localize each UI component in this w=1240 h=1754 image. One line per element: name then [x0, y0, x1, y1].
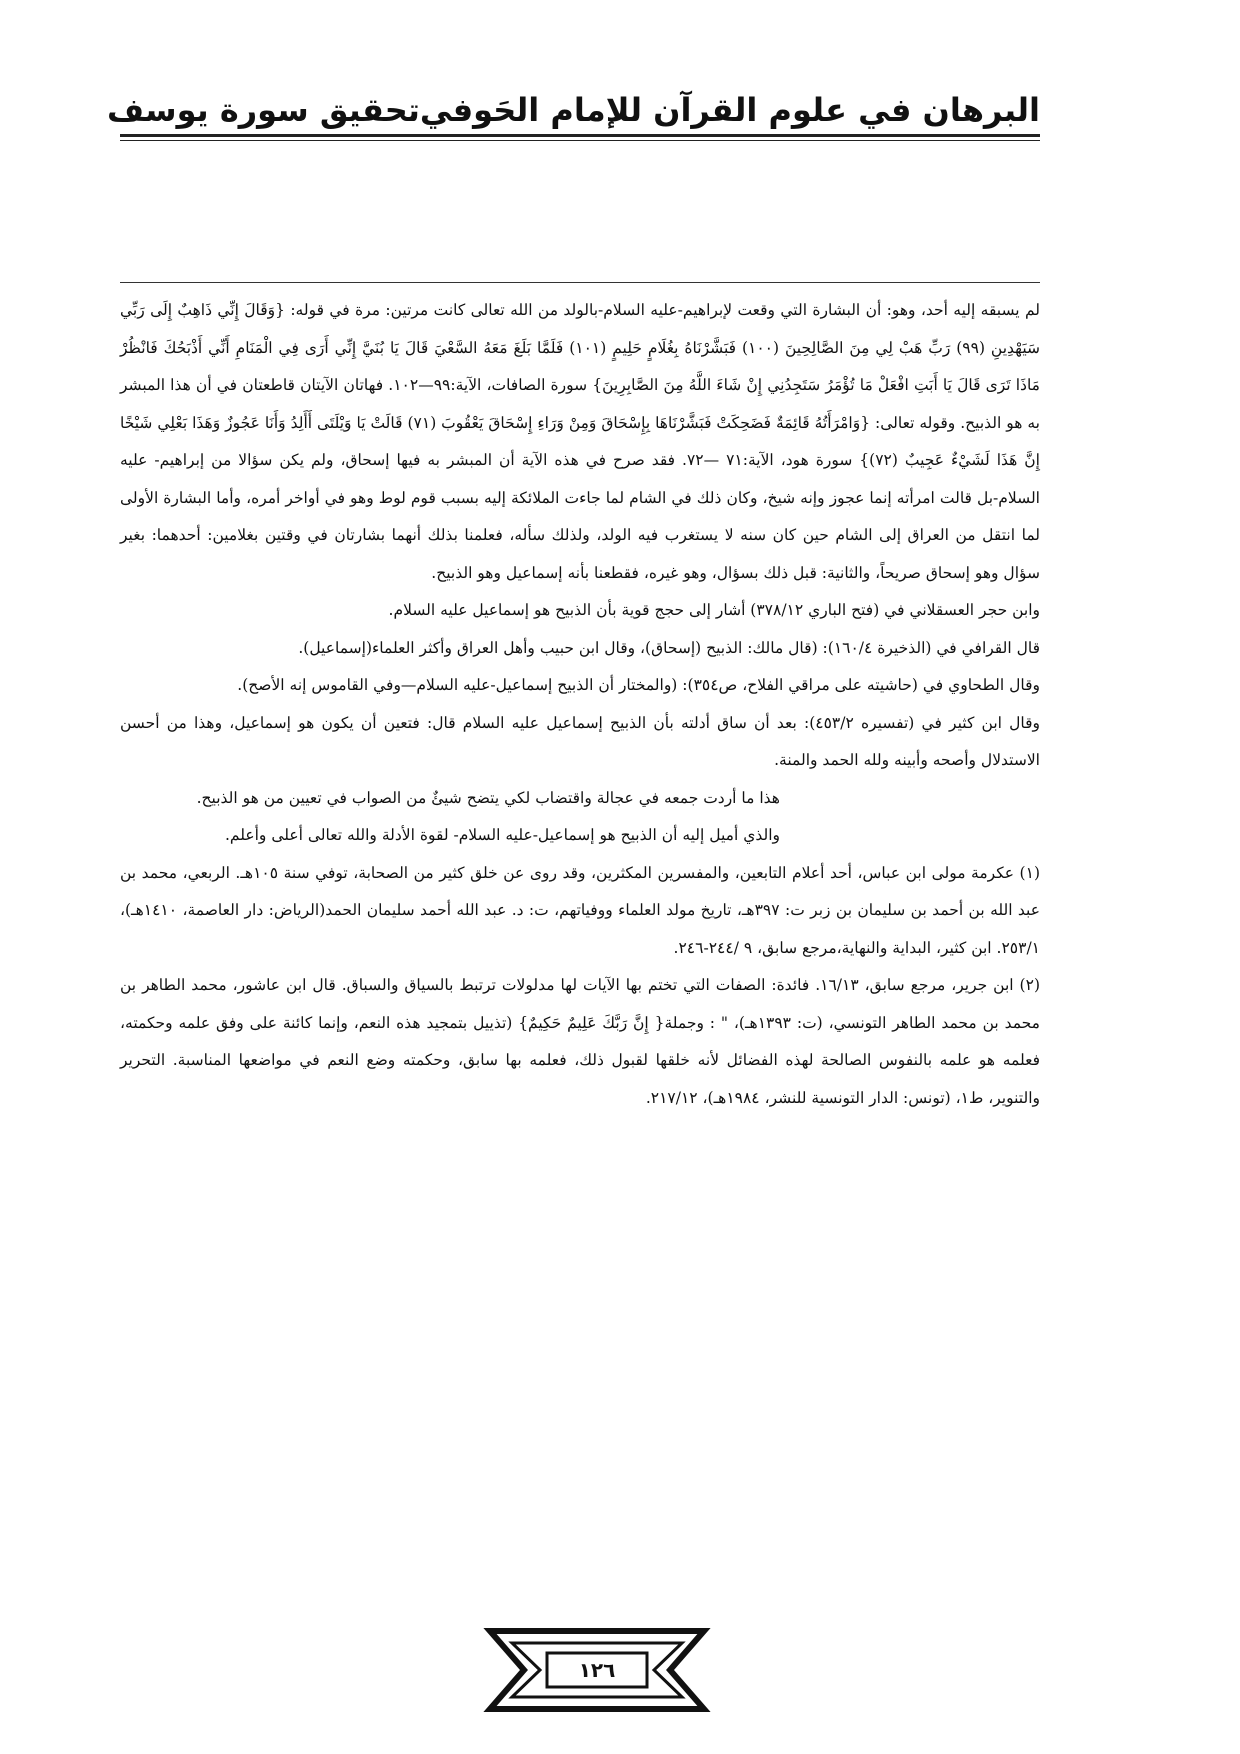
footnote-paragraph: لم يسبقه إليه أحد، وهو: أن البشارة التي وقعت لإبراهيم-عليه السلام-بالولد من الله تعالى كانت مرتين: مرة في قوله: {وَقَالَ إِنِّي ذَاهِبٌ إِلَى رَبِّي سَيَهْدِينِ (٩٩) رَبِّ هَبْ لِي مِنَ الصَّالِحِينَ (١٠٠) فَبَشَّرْنَاهُ بِغُلَامٍ حَلِيمٍ (١٠١) فَلَمَّا بَلَغَ مَعَهُ السَّعْيَ قَالَ يَا بُنَيَّ إِنِّي أَرَى فِي الْمَنَامِ أَنِّي أَذْبَحُكَ فَانْظُرْ مَاذَا تَرَى قَالَ يَا أَبَتِ افْعَلْ مَا تُؤْمَرُ سَتَجِدُنِي إِنْ شَاءَ اللَّهُ مِنَ الصَّابِرِينَ} سورة الصافات، الآية:٩٩—١٠٢. فهاتان الآيتان قاطعتان في أن هذا المبشر به هو الذبيح. وقوله تعالى: {وَامْرَأَتُهُ قَائِمَةٌ فَضَحِكَتْ فَبَشَّرْنَاهَا بِإِسْحَاقَ وَمِنْ وَرَاءِ إِسْحَاقَ يَعْقُوبَ (٧١) قَالَتْ يَا وَيْلَتَى أَأَلِدُ وَأَنَا عَجُوزٌ وَهَذَا بَعْلِي شَيْخًا إِنَّ هَذَا لَشَيْءٌ عَجِيبٌ (٧٢)} سورة هود، الآية:٧١ —٧٢. فقد صرح في هذه الآية أن المبشر به فيها إسحاق، ولم يكن سؤالا من إبراهيم- عليه السلام-بل قالت امرأته إنما عجوز وإنه شيخ، وكان ذلك في الشام لما جاءت الملائكة إليه بسبب قوم لوط وهو في أواخر أمره، وأما البشارة الأولى لما انتقل من العراق إلى الشام حين كان سنه لا يستغرب فيه الولد، ولذلك سأله، فعلمنا بذلك أنهما بشارتان في وقتين بغلامين: أحدهما: بغير سؤال وهو إسحاق صريحاً، والثانية: قبل ذلك بسؤال، وهو غيره، فقطعنا بأنه إسماعيل وهو الذبيح. — [120, 301, 1040, 582]
page-number-banner — [482, 1625, 712, 1715]
header-rule — [120, 134, 1040, 141]
footnotes — [120, 292, 1040, 1117]
footnote-paragraph: وقال ابن كثير في (تفسيره ٤٥٣/٢): بعد أن ساق أدلته بأن الذبيح إسماعيل عليه السلام قال: فتعين أن يكون هو إسماعيل، وهذا من أحسن الاستدلال وأصحه وأبينه ولله الحمد والمنة. — [120, 713, 1040, 769]
footnote-item-2: (٢) ابن جرير، مرجع سابق، ١٦/١٣. فائدة: الصفات التي تختم بها الآيات لها مدلولات ترتبط بالسياق والسباق. قال ابن عاشور، محمد الطاهر بن محمد بن محمد الطاهر التونسي، (ت: ١٣٩٣هـ)، " : وجملة{ إِنَّ رَبَّكَ عَلِيمٌ حَكِيمٌ} (تذييل بتمجيد هذه النعم، وإنما كائنة على وفق علمه وحكمته، فعلمه هو علمه بالنفوس الصالحة لهذه الفضائل لأنه خلقها لقبول ذلك، فعلمه بها سابق، وحكمته وضع النعم في مواضعها المناسبة. التحرير والتنوير، ط١، (تونس: الدار التونسية للنشر، ١٩٨٤هـ)، ٢١٧/١٢. — [120, 976, 1040, 1107]
footnote-paragraph: والذي أميل إليه أن الذبيح هو إسماعيل-عليه السلام- لقوة الأدلة والله تعالى أعلى وأعلم. — [225, 826, 780, 844]
page-header — [107, 70, 1040, 130]
page-number: ١٢٦ — [578, 1658, 616, 1682]
footnote-separator — [120, 282, 1040, 283]
footnote-paragraph: هذا ما أردت جمعه في عجالة واقتضاب لكي يتضح شيئٌ من الصواب في تعيين من هو الذبيح. — [196, 788, 780, 807]
book-title: البرهان في علوم القرآن للإمام الحَوفي — [419, 91, 1040, 129]
section-title: تحقيق سورة يوسف — [107, 91, 420, 129]
footnote-paragraph: وقال الطحاوي في (حاشيته على مراقي الفلاح، ص٣٥٤): (والمختار أن الذبيح إسماعيل-عليه السلام—وفي القاموس إنه الأصح). — [237, 676, 1040, 694]
footnote-item-1: (١) عكرمة مولى ابن عباس، أحد أعلام التابعين، والمفسرين المكثرين، وقد روى عن خلق كثير من الصحابة، توفي سنة ١٠٥هـ. الربعي، محمد بن عبد الله بن أحمد بن سليمان بن زبر ت: ٣٩٧هـ، تاريخ مولد العلماء ووفياتهم، ت: د. عبد الله أحمد سليمان الحمد(الرياض: دار العاصمة، ١٤١٠هـ)، ٢٥٣/١. ابن كثير، البداية والنهاية،مرجع سابق، ٩ /٢٤٤-٢٤٦. — [120, 863, 1040, 957]
footnote-paragraph: قال القرافي في (الذخيرة ١٦٠/٤): (قال مالك: الذبيح (إسحاق)، وقال ابن حبيب وأهل العراق وأكثر العلماء(إسماعيل). — [298, 638, 1040, 657]
footnote-paragraph: وابن حجر العسقلاني في (فتح الباري ٣٧٨/١٢) أشار إلى حجج قوية بأن الذبيح هو إسماعيل عليه السلام. — [388, 601, 1040, 619]
